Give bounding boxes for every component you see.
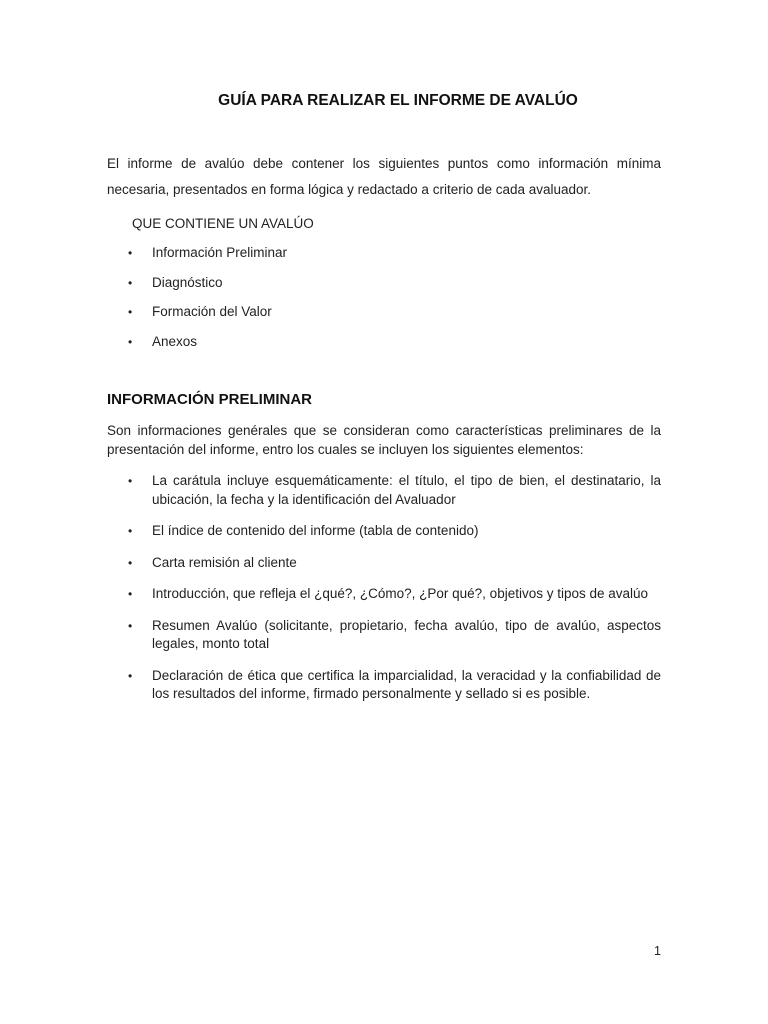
bullet-icon: • <box>128 305 133 319</box>
bullet-icon: • <box>128 668 133 683</box>
bullet-icon: • <box>128 618 133 633</box>
list-item-text: La carátula incluye esquemáticamente: el título, el tipo de bien, el destinatario, la ubicación, la fecha y la identificación del Avaluador <box>152 473 661 507</box>
intro-paragraph: El informe de avalúo debe contener los siguientes puntos como información mínima necesaria, presentados en forma lógica y redactado a criterio de cada avaluador. <box>107 156 661 197</box>
list-item-text: Carta remisión al cliente <box>152 554 297 570</box>
list-item-text: Formación del Valor <box>152 304 272 319</box>
list-item <box>0 667 768 704</box>
section-intro-paragraph: Son informaciones genérales que se consideran como características preliminares de la presentación del informe, entro los cuales se incluyen los siguientes elementos: <box>107 423 661 457</box>
page-number: 1 <box>654 944 661 958</box>
list-item-text: Declaración de ética que certifica la imparcialidad, la veracidad y la confiabilidad de los resultados del informe, firmado personalmente y sellado si es posible. <box>152 667 661 701</box>
contents-heading: QUE CONTIENE UN AVALÚO <box>132 216 314 231</box>
bullet-icon: • <box>128 555 133 570</box>
section-items-list <box>0 472 768 717</box>
list-item-text: Introducción, que refleja el ¿qué?, ¿Cómo?, ¿Por qué?, objetivos y tipos de avalúo <box>152 586 649 601</box>
document-title: GUÍA PARA REALIZAR EL INFORME DE AVALÚO <box>218 92 578 109</box>
list-item-text: El índice de contenido del informe (tabla de contenido) <box>152 523 479 538</box>
bullet-icon: • <box>128 334 133 349</box>
list-item <box>0 522 768 541</box>
list-item <box>0 554 768 573</box>
bullet-icon: • <box>128 474 133 488</box>
list-item <box>0 585 768 604</box>
list-item-text: Resumen Avalúo (solicitante, propietario, fecha avalúo, tipo de avalúo, aspectos legales, monto total <box>152 617 661 651</box>
bullet-icon: • <box>128 587 133 601</box>
list-item-text: Anexos <box>152 333 198 349</box>
list-item-text: Diagnóstico <box>152 274 223 290</box>
section-heading: INFORMACIÓN PRELIMINAR <box>107 391 312 408</box>
bullet-icon: • <box>128 246 133 260</box>
list-item <box>0 617 768 654</box>
list-item <box>0 472 768 509</box>
bullet-icon: • <box>128 275 133 290</box>
bullet-icon: • <box>128 524 133 538</box>
list-item-text: Información Preliminar <box>152 245 288 260</box>
